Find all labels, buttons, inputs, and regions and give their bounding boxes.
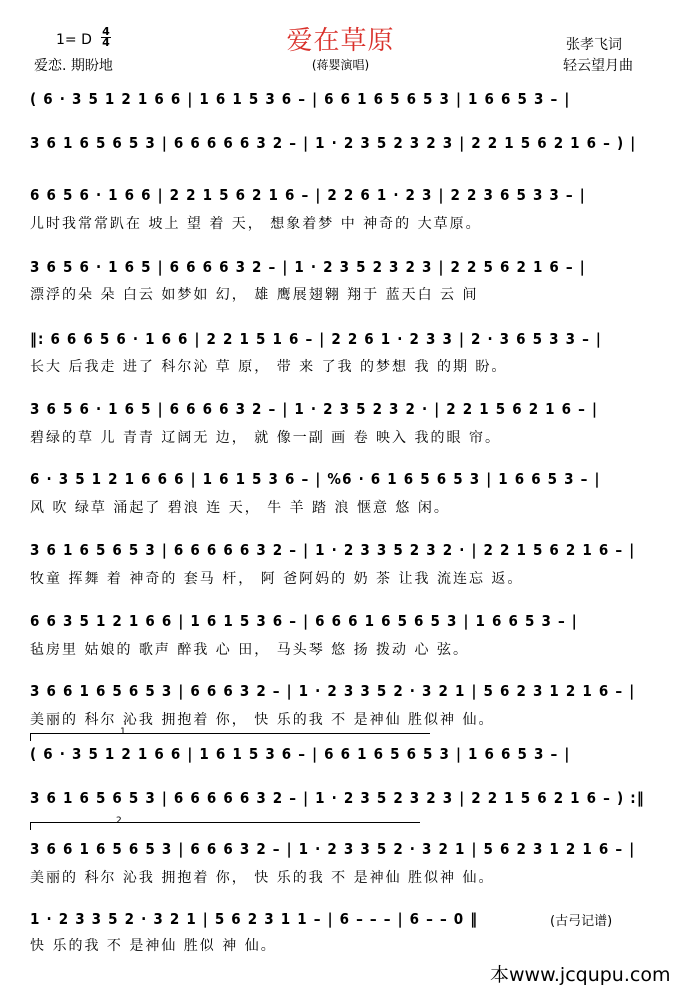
lyric-line: 牧童 挥舞 着 神奇的 套马 杆， 阿 爸阿妈的 奶 茶 让我 流连忘 返。 — [30, 571, 524, 587]
lyricist-credit: 张孝飞词 — [566, 37, 622, 53]
lyric-line: 快 乐的我 不 是神仙 胜似 神 仙。 — [30, 938, 277, 954]
lyric-line: 毡房里 姑娘的 歌声 醉我 心 田， 马头琴 悠 扬 拨动 心 弦。 — [30, 642, 469, 658]
song-title: 爱在草原 — [286, 26, 395, 56]
notation-line: 6 6 5 6 · 1 6 6 | 2 2 1 5 6 2 1 6 – | 2 2 6 1 · 2 3 | 2 2 3 6 5 3 3 – | — [30, 186, 586, 204]
meter-top: 4 — [102, 25, 110, 38]
lyric-line: 美丽的 科尔 沁我 拥抱着 你， 快 乐的我 不 是神仙 胜似神 仙。 — [30, 712, 495, 728]
volta-bracket-2-tick — [30, 822, 31, 830]
lyric-line: 风 吹 绿草 涌起了 碧浪 连 天， 牛 羊 踏 浪 惬意 悠 闲。 — [30, 500, 450, 516]
volta-label-1: 1 — [120, 727, 126, 737]
lyric-line: 儿时我常常趴在 坡上 望 着 天， 想象着梦 中 神奇的 大草原。 — [30, 216, 482, 232]
notation-line: 3 6 6 1 6 5 6 5 3 | 6 6 6 3 2 – | 1 · 2 3 3 5 2 · 3 2 1 | 5 6 2 3 1 2 1 6 – | — [30, 840, 636, 858]
composer-credit: 轻云望月曲 — [563, 58, 633, 74]
key-signature: 1= D — [56, 32, 92, 48]
notation-line: 3 6 1 6 5 6 5 3 | 6 6 6 6 6 3 2 – | 1 · 2 3 3 5 2 3 2 · | 2 2 1 5 6 2 1 6 – | — [30, 541, 636, 559]
notation-line: ( 6 · 3 5 1 2 1 6 6 | 1 6 1 5 3 6 – | 6 6 1 6 5 6 5 3 | 1 6 6 5 3 – | — [30, 90, 571, 108]
site-watermark: 本www.jcqupu.com — [490, 964, 671, 986]
volta-bracket-1 — [30, 733, 430, 734]
singer-credit: (蒋婴演唱) — [311, 58, 370, 72]
transcriber-note: (古弓记谱) — [550, 914, 613, 929]
notation-line: 3 6 6 1 6 5 6 5 3 | 6 6 6 3 2 – | 1 · 2 3 3 5 2 · 3 2 1 | 5 6 2 3 1 2 1 6 – | — [30, 682, 636, 700]
notation-line: ‖: 6 6 6 5 6 · 1 6 6 | 2 2 1 5 1 6 – | 2 2 6 1 · 2 3 3 | 2 · 3 6 5 3 3 – | — [30, 330, 603, 348]
lyric-line: 碧绿的草 儿 青青 辽阔无 边， 就 像一副 画 卷 映入 我的眼 帘。 — [30, 430, 501, 446]
lyric-line: 长大 后我走 进了 科尔沁 草 原， 带 来 了我 的梦想 我 的期 盼。 — [30, 359, 508, 375]
notation-line: 3 6 1 6 5 6 5 3 | 6 6 6 6 6 3 2 – | 1 · 2 3 5 2 3 2 3 | 2 2 1 5 6 2 1 6 – ) :‖ — [30, 789, 645, 807]
notation-line: 3 6 5 6 · 1 6 5 | 6 6 6 6 3 2 – | 1 · 2 3 5 2 3 2 · | 2 2 1 5 6 2 1 6 – | — [30, 400, 599, 418]
notation-line: ( 6 · 3 5 1 2 1 6 6 | 1 6 1 5 3 6 – | 6 6 1 6 5 6 5 3 | 1 6 6 5 3 – | — [30, 745, 571, 763]
lyric-line: 漂浮的朵 朵 白云 如梦如 幻， 雄 鹰展翅翱 翔于 蓝天白 云 间 — [30, 287, 479, 303]
time-signature — [101, 27, 111, 48]
volta-bracket-2 — [30, 822, 420, 823]
meter-bottom: 4 — [102, 36, 110, 49]
notation-line: 3 6 1 6 5 6 5 3 | 6 6 6 6 6 3 2 – | 1 · 2 3 5 2 3 2 3 | 2 2 1 5 6 2 1 6 – ) | — [30, 134, 637, 152]
notation-line: 1 · 2 3 3 5 2 · 3 2 1 | 5 6 2 3 1 1 – | 6 – – – | 6 – – 0 ‖ — [30, 910, 479, 928]
notation-line: 3 6 5 6 · 1 6 5 | 6 6 6 6 3 2 – | 1 · 2 3 5 2 3 2 3 | 2 2 5 6 2 1 6 – | — [30, 258, 586, 276]
notation-line: 6 6 3 5 1 2 1 6 6 | 1 6 1 5 3 6 – | 6 6 6 1 6 5 6 5 3 | 1 6 6 5 3 – | — [30, 612, 578, 630]
tempo-expression: 爱恋. 期盼地 — [34, 58, 113, 74]
lyric-line: 美丽的 科尔 沁我 拥抱着 你， 快 乐的我 不 是神仙 胜似神 仙。 — [30, 870, 495, 886]
volta-bracket-1-tick — [30, 733, 31, 741]
notation-line: 6 · 3 5 1 2 1 6 6 6 | 1 6 1 5 3 6 – | %6 · 6 1 6 5 6 5 3 | 1 6 6 5 3 – | — [30, 470, 601, 488]
volta-label-2: 2 — [116, 816, 122, 826]
